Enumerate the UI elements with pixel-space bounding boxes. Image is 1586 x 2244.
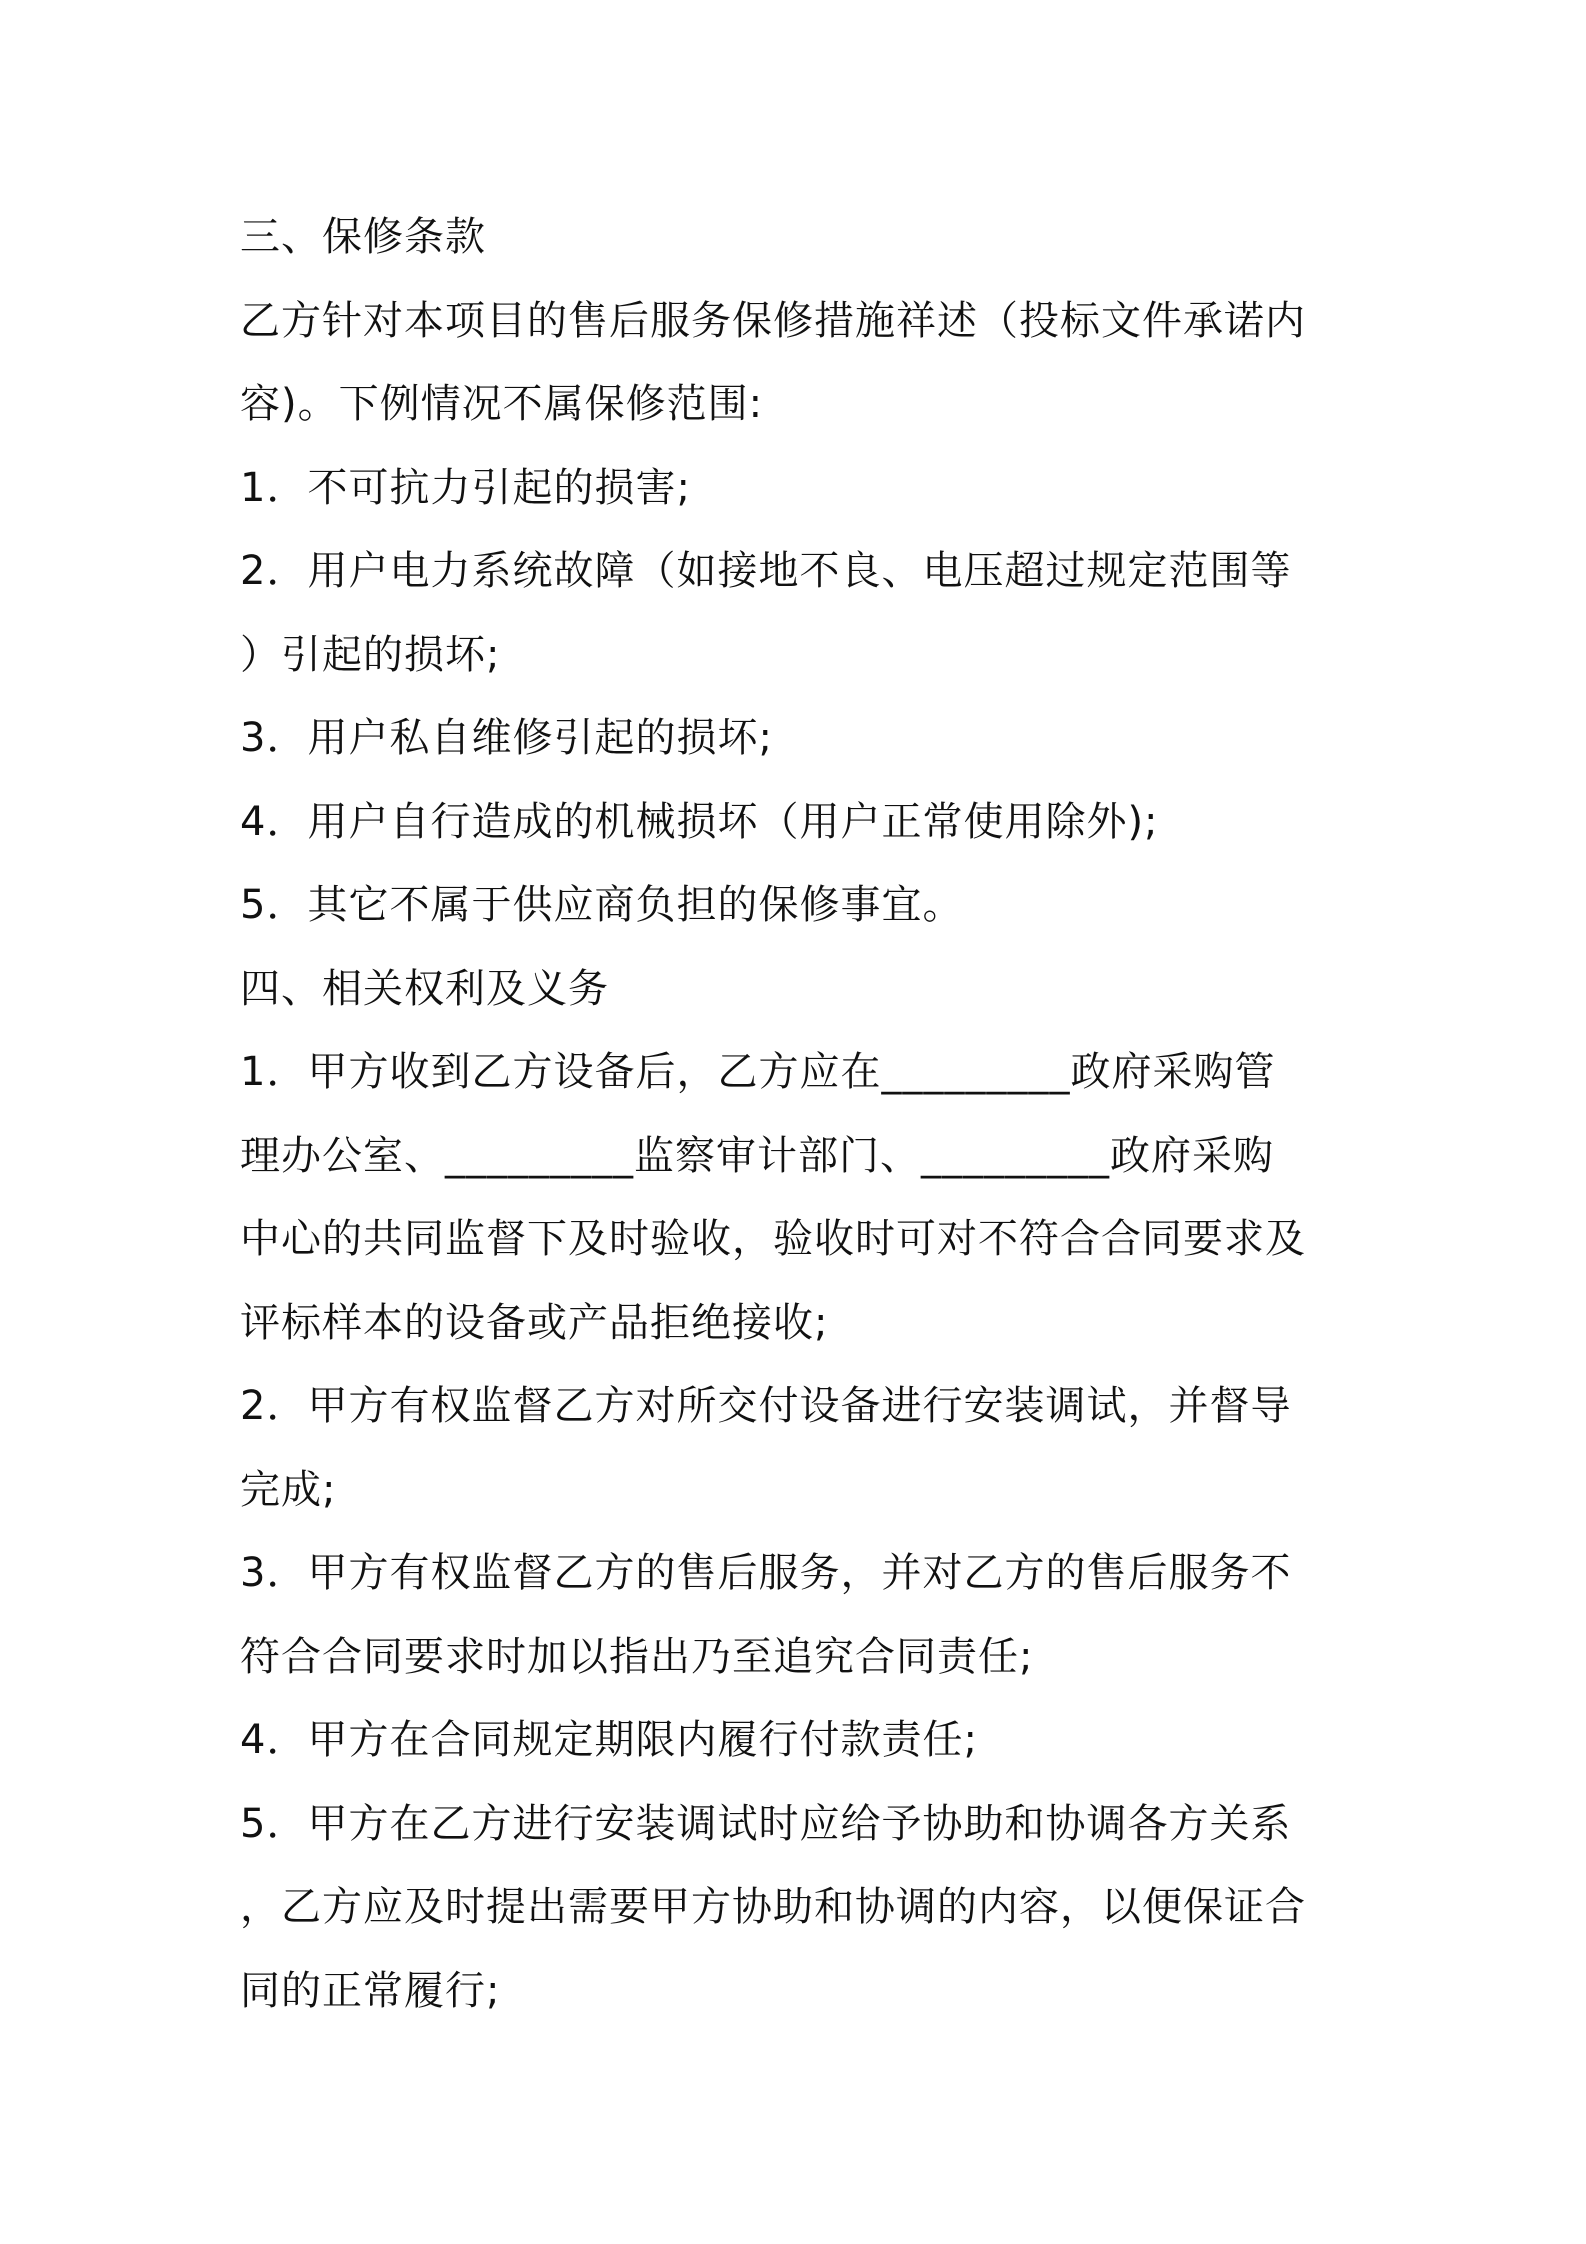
- list-item: 2．用户电力系统故障（如接地不良、电压超过规定范围等: [240, 548, 1292, 594]
- list-item: 3．甲方有权监督乙方的售后服务，并对乙方的售后服务不: [240, 1550, 1292, 1596]
- text-line: 符合合同要求时加以指出乃至追究合同责任;: [240, 1633, 1034, 1680]
- text-line: 同的正常履行;: [240, 1967, 501, 2014]
- text-line: 完成;: [240, 1466, 337, 1513]
- list-item: 1．甲方收到乙方设备后，乙方应在_________政府采购管: [240, 1049, 1276, 1095]
- list-item: 5．其它不属于供应商负担的保修事宜。: [240, 882, 964, 928]
- list-item: 3．用户私自维修引起的损坏;: [240, 715, 773, 761]
- text-line: 乙方针对本项目的售后服务保修措施祥述（投标文件承诺内: [240, 297, 1306, 344]
- text-line: 容)。下例情况不属保修范围:: [240, 381, 764, 427]
- text-line: ）引起的损坏;: [240, 631, 501, 678]
- text-line: 中心的共同监督下及时验收，验收时可对不符合合同要求及: [240, 1216, 1306, 1262]
- section-heading-rights: 四、相关权利及义务: [240, 965, 609, 1012]
- list-item: 2．甲方有权监督乙方对所交付设备进行安装调试，并督导: [240, 1383, 1292, 1429]
- text-line: 理办公室、_________监察审计部门、_________政府采购: [240, 1132, 1274, 1179]
- list-item: 1．不可抗力引起的损害;: [240, 464, 691, 511]
- section-heading-warranty: 三、保修条款: [240, 214, 486, 260]
- document-body: [240, 196, 1360, 2033]
- list-item: 4．甲方在合同规定期限内履行付款责任;: [240, 1717, 978, 1763]
- text-line: 评标样本的设备或产品拒绝接收;: [240, 1299, 829, 1346]
- list-item: 5．甲方在乙方进行安装调试时应给予协助和协调各方关系: [240, 1800, 1292, 1847]
- text-line: ，乙方应及时提出需要甲方协助和协调的内容，以便保证合: [240, 1884, 1306, 1930]
- list-item: 4．用户自行造成的机械损坏（用户正常使用除外);: [240, 798, 1159, 845]
